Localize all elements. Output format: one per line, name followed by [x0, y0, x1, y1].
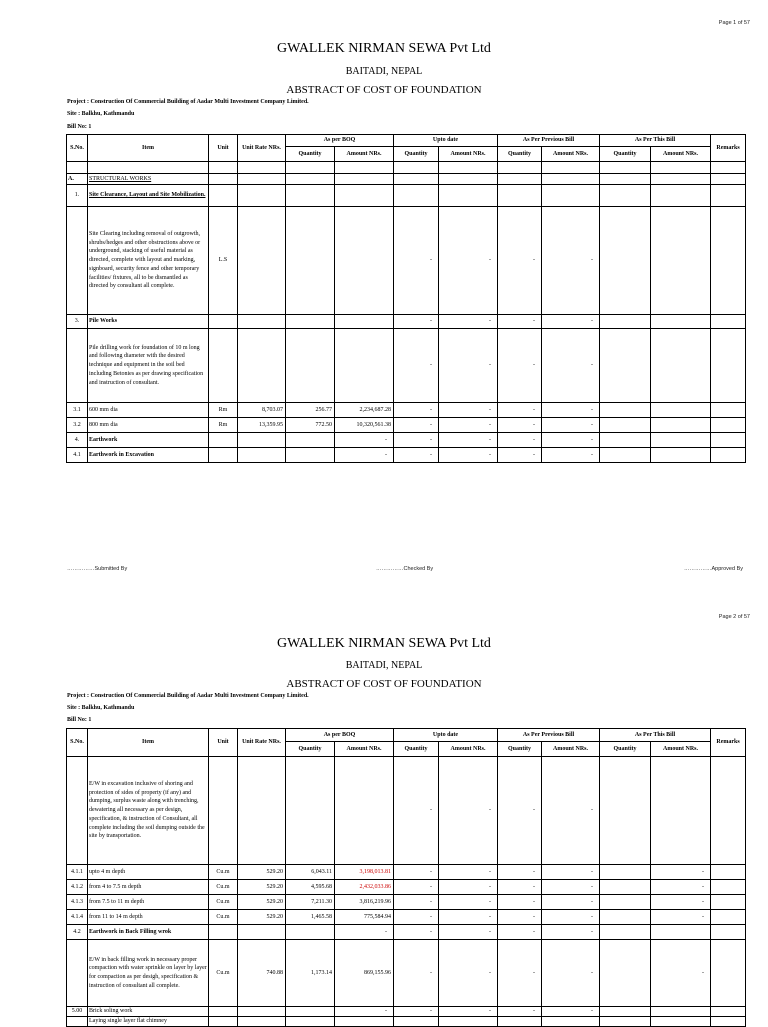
header-amount: Amount NRs. — [651, 742, 711, 757]
dash-cell: - — [542, 448, 600, 463]
row-description: Site Clearing including removal of outgrowth, shrubs/hedges and other obstructions above or underground, stacking of useful material as directed, complete with layout and marking, signboard, security fence and other temporary facilities/ fixtures, all to be dismantled as directed by consultant all complete. — [88, 207, 209, 315]
cost-table — [66, 728, 746, 1027]
dash-cell: - — [394, 895, 439, 910]
dash-cell: - — [394, 207, 439, 315]
row-amount: 3,816,219.96 — [335, 895, 394, 910]
company-location: BAITADI, NEPAL — [345, 66, 423, 77]
row-amount: 869,155.96 — [335, 940, 394, 1007]
row-amount: 10,320,561.38 — [335, 418, 394, 433]
dash-cell: - — [498, 910, 542, 925]
row-quantity: 256.77 — [286, 403, 335, 418]
header-amount: Amount NRs. — [335, 147, 394, 162]
dash-cell: - — [498, 880, 542, 895]
table-row — [67, 185, 746, 207]
dash-cell: - — [439, 418, 498, 433]
row-item: Site Clearance, Layout and Site Mobilization. — [88, 185, 209, 207]
dash-cell: - — [394, 403, 439, 418]
row-unit: Rm — [209, 418, 238, 433]
table-row — [67, 207, 746, 315]
dash-cell: - — [542, 329, 600, 403]
table-row — [67, 162, 746, 174]
row-item: from 7.5 to 11 m depth — [88, 895, 209, 910]
dash-cell: - — [335, 448, 394, 463]
row-description: Laying single layer flat chimney — [88, 1017, 209, 1027]
submitted-by-signature: ……………Submitted By — [67, 566, 128, 572]
header-amount: Amount NRs. — [439, 742, 498, 757]
row-item: upto 4 m depth — [88, 865, 209, 880]
dash-cell: - — [394, 865, 439, 880]
dash-cell: - — [542, 865, 600, 880]
row-item: Pile Works — [88, 315, 209, 329]
dash-cell: - — [498, 865, 542, 880]
table-row — [67, 329, 746, 403]
dash-cell: - — [498, 940, 542, 1007]
header-remarks: Remarks — [711, 135, 746, 162]
dash-cell: - — [651, 865, 711, 880]
header-amount: Amount NRs. — [439, 147, 498, 162]
header-quantity: Quantity — [600, 147, 651, 162]
row-sno: 4.1.3 — [67, 895, 88, 910]
header-sno: S.No. — [67, 729, 88, 757]
company-name: GWALLEK NIRMAN SEWA Pvt Ltd — [277, 41, 491, 56]
header-unit-rate: Unit Rate NRs. — [238, 135, 286, 162]
dash-cell: - — [439, 880, 498, 895]
dash-cell: - — [498, 1007, 542, 1017]
table-row — [67, 1017, 746, 1027]
header-amount: Amount NRs. — [335, 742, 394, 757]
row-item: 800 mm dia — [88, 418, 209, 433]
dash-cell: - — [542, 757, 600, 865]
row-rate: 740.88 — [238, 940, 286, 1007]
dash-cell: - — [439, 403, 498, 418]
row-rate: 529.20 — [238, 895, 286, 910]
dash-cell: - — [394, 1007, 439, 1017]
row-quantity: 1,173.14 — [286, 940, 335, 1007]
dash-cell: - — [542, 403, 600, 418]
dash-cell: - — [542, 895, 600, 910]
table-row — [67, 895, 746, 910]
dash-cell: - — [439, 895, 498, 910]
sheet-page-2 — [0, 596, 768, 1024]
header-previous-bill: As Per Previous Bill — [498, 135, 600, 147]
dash-cell: - — [498, 448, 542, 463]
dash-cell: - — [439, 329, 498, 403]
row-description: Pile drilling work for foundation of 10 m long and following diameter with the desired technique and equipment in the soil bed including Betonies as per drawing specification and instruction of consultant. — [88, 329, 209, 403]
bill-line: Bill No: 1 — [67, 717, 92, 723]
dash-cell: - — [542, 880, 600, 895]
row-unit: Cu.m — [209, 880, 238, 895]
table-row — [67, 925, 746, 940]
row-rate: 8,703.07 — [238, 403, 286, 418]
dash-cell: - — [394, 925, 439, 940]
header-item: Item — [88, 729, 209, 757]
header-quantity: Quantity — [286, 147, 335, 162]
row-sno: 3.2 — [67, 418, 88, 433]
row-sno: 1. — [67, 185, 88, 207]
dash-cell: - — [394, 418, 439, 433]
dash-cell: - — [542, 433, 600, 448]
header-quantity: Quantity — [498, 147, 542, 162]
row-item: from 4 to 7.5 m depth — [88, 880, 209, 895]
header-amount: Amount NRs. — [542, 742, 600, 757]
dash-cell: - — [542, 940, 600, 1007]
row-unit: Cu.m — [209, 865, 238, 880]
row-item: 600 mm dia — [88, 403, 209, 418]
dash-cell: - — [439, 940, 498, 1007]
dash-cell: - — [394, 433, 439, 448]
header-quantity: Quantity — [394, 742, 439, 757]
dash-cell: - — [439, 433, 498, 448]
company-name: GWALLEK NIRMAN SEWA Pvt Ltd — [277, 636, 491, 651]
header-this-bill: As Per This Bill — [600, 135, 711, 147]
row-unit: L.S — [209, 207, 238, 315]
dash-cell: - — [394, 940, 439, 1007]
site-line: Site : Balkhu, Kathmandu — [67, 111, 135, 117]
dash-cell: - — [498, 315, 542, 329]
company-location: BAITADI, NEPAL — [345, 660, 423, 671]
row-sno: 4.1.1 — [67, 865, 88, 880]
header-as-per-boq: As per BOQ — [286, 729, 394, 742]
dash-cell: - — [542, 418, 600, 433]
dash-cell: - — [498, 895, 542, 910]
header-unit: Unit — [209, 135, 238, 162]
header-upto-date: Upto date — [394, 729, 498, 742]
dash-cell: - — [651, 895, 711, 910]
row-sno: 3.1 — [67, 403, 88, 418]
header-quantity: Quantity — [600, 742, 651, 757]
row-amount: 2,432,033.86 — [335, 880, 394, 895]
dash-cell: - — [394, 329, 439, 403]
header-quantity: Quantity — [286, 742, 335, 757]
header-this-bill: As Per This Bill — [600, 729, 711, 742]
header-unit-rate: Unit Rate NRs. — [238, 729, 286, 757]
approved-by-signature: ……………Approved By — [684, 566, 743, 572]
dash-cell: - — [651, 940, 711, 1007]
row-sno: 3. — [67, 315, 88, 329]
dash-cell: - — [394, 315, 439, 329]
dash-cell: - — [439, 315, 498, 329]
header-row-1 — [67, 135, 746, 147]
row-sno: 4.1.2 — [67, 880, 88, 895]
dash-cell: - — [498, 329, 542, 403]
row-amount: 775,584.94 — [335, 910, 394, 925]
dash-cell: - — [498, 925, 542, 940]
dash-cell: - — [335, 1007, 394, 1017]
row-sno: 4.2 — [67, 925, 88, 940]
row-unit: Rm — [209, 403, 238, 418]
table-row — [67, 757, 746, 865]
table-row — [67, 433, 746, 448]
dash-cell: - — [651, 880, 711, 895]
project-line: Project : Construction Of Commercial Building of Aadar Multi Investment Company Limited. — [67, 693, 309, 699]
dash-cell: - — [439, 448, 498, 463]
dash-cell: - — [542, 1007, 600, 1017]
dash-cell: - — [498, 403, 542, 418]
dash-cell: - — [498, 418, 542, 433]
abstract-title: ABSTRACT OF COST OF FOUNDATION — [286, 84, 482, 96]
row-quantity: 7,211.30 — [286, 895, 335, 910]
dash-cell: - — [651, 910, 711, 925]
row-sno: 4. — [67, 433, 88, 448]
row-sno: 5.00 — [67, 1007, 88, 1017]
row-quantity: 4,595.68 — [286, 880, 335, 895]
row-quantity: 772.50 — [286, 418, 335, 433]
dash-cell: - — [542, 207, 600, 315]
header-amount: Amount NRs. — [651, 147, 711, 162]
dash-cell: - — [394, 910, 439, 925]
row-rate: 529.20 — [238, 865, 286, 880]
project-line: Project : Construction Of Commercial Building of Aadar Multi Investment Company Limited. — [67, 99, 309, 105]
header-remarks: Remarks — [711, 729, 746, 757]
row-quantity: 6,043.11 — [286, 865, 335, 880]
row-sno: A. — [67, 174, 88, 185]
row-description: E/W in back filling work in necessary proper compaction with water sprinkle on layer by layer for compaction as per desigh, specification & instruction of consultant all complete. — [88, 940, 209, 1007]
header-quantity: Quantity — [498, 742, 542, 757]
dash-cell: - — [335, 925, 394, 940]
dash-cell: - — [439, 757, 498, 865]
table-row — [67, 865, 746, 880]
dash-cell: - — [394, 880, 439, 895]
dash-cell: - — [394, 757, 439, 865]
row-item: Earthwork — [88, 433, 209, 448]
table-row — [67, 880, 746, 895]
table-row — [67, 174, 746, 185]
row-unit: Cu.m — [209, 940, 238, 1007]
row-amount: 3,198,013.81 — [335, 865, 394, 880]
table-row — [67, 448, 746, 463]
bill-line: Bill No: 1 — [67, 124, 92, 130]
header-as-per-boq: As per BOQ — [286, 135, 394, 147]
row-item: STRUCTURAL WORKS — [88, 174, 209, 185]
table-row — [67, 403, 746, 418]
header-quantity: Quantity — [394, 147, 439, 162]
row-item: from 11 to 14 m depth — [88, 910, 209, 925]
table-row — [67, 910, 746, 925]
dash-cell: - — [439, 1007, 498, 1017]
page-number: Page 1 of 57 — [718, 20, 750, 26]
row-rate: 13,359.95 — [238, 418, 286, 433]
row-unit: Cu.m — [209, 910, 238, 925]
dash-cell: - — [394, 448, 439, 463]
dash-cell: - — [335, 433, 394, 448]
row-description: E/W in excavation inclusive of shoring and protection of sides of property (if any) and dumping, surplus waste along with trenching, dewatering all necessary as per design, specification, & instruction of Consultant, all complete including the soil dumping outside the site by transportation. — [88, 757, 209, 865]
dash-cell: - — [439, 207, 498, 315]
dash-cell: - — [542, 910, 600, 925]
row-item: Earthwork in Back Filling wrok — [88, 925, 209, 940]
site-line: Site : Balkhu, Kathmandu — [67, 705, 135, 711]
row-rate: 529.20 — [238, 910, 286, 925]
abstract-title: ABSTRACT OF COST OF FOUNDATION — [286, 678, 482, 690]
row-amount: 2,234,687.28 — [335, 403, 394, 418]
table-row — [67, 1007, 746, 1017]
dash-cell: - — [439, 925, 498, 940]
dash-cell: - — [542, 315, 600, 329]
row-sno: 4.1 — [67, 448, 88, 463]
row-item: Earthwork in Excavation — [88, 448, 209, 463]
header-unit: Unit — [209, 729, 238, 757]
dash-cell: - — [439, 910, 498, 925]
table-row — [67, 315, 746, 329]
header-item: Item — [88, 135, 209, 162]
row-rate: 529.20 — [238, 880, 286, 895]
dash-cell: - — [498, 207, 542, 315]
row-quantity: 1,465.58 — [286, 910, 335, 925]
dash-cell: - — [498, 757, 542, 865]
header-sno: S.No. — [67, 135, 88, 162]
header-previous-bill: As Per Previous Bill — [498, 729, 600, 742]
table-row — [67, 940, 746, 1007]
checked-by-signature: ……………Checked By — [376, 566, 434, 572]
dash-cell: - — [498, 433, 542, 448]
header-row-1 — [67, 729, 746, 742]
dash-cell: - — [439, 865, 498, 880]
row-item: Brick soling work — [88, 1007, 209, 1017]
table-row — [67, 418, 746, 433]
header-upto-date: Upto date — [394, 135, 498, 147]
dash-cell: - — [542, 925, 600, 940]
header-amount: Amount NRs. — [542, 147, 600, 162]
page-number: Page 2 of 57 — [718, 614, 750, 620]
row-unit: Cu.m — [209, 895, 238, 910]
cost-table — [66, 134, 746, 463]
row-sno: 4.1.4 — [67, 910, 88, 925]
